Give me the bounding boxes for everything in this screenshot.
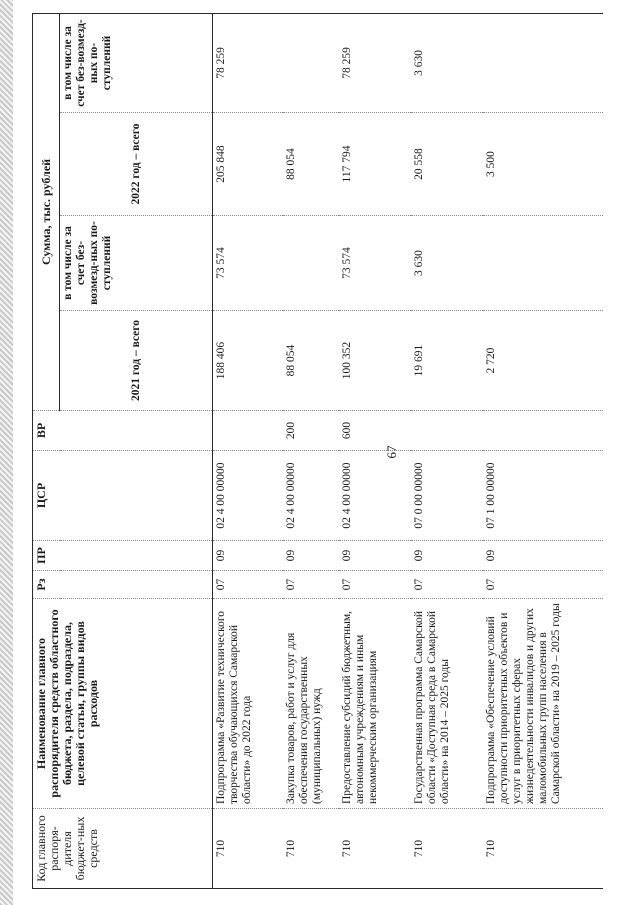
- header-csr: ЦСР: [33, 451, 213, 541]
- cell-2021-nonrepayable: 3 630: [411, 216, 483, 311]
- cell-2021-total: 2 720: [483, 311, 603, 411]
- table-row: [283, 13, 339, 888]
- header-name: Наименование главного распорядителя средств областного бюджета, раздела, подраздела, целевой статьи, группы видов расходов: [33, 599, 213, 809]
- cell-2021-nonrepayable: 73 574: [339, 216, 411, 311]
- cell-code: 710: [339, 809, 411, 889]
- header-vr: ВР: [33, 411, 213, 451]
- cell-2022-nonrepayable: 78 259: [213, 13, 283, 112]
- table-row: [483, 13, 603, 888]
- header-2021-total: 2021 год – всего: [60, 311, 213, 411]
- table-row: [411, 13, 483, 888]
- cell-vr: 200: [283, 411, 339, 451]
- cell-rz: 07: [411, 571, 483, 599]
- cell-vr: [213, 411, 283, 451]
- cell-2022-nonrepayable: 3 630: [411, 13, 483, 112]
- cell-rz: 07: [213, 571, 283, 599]
- cell-name: Закупка товаров, работ и услуг для обеспечения государственных (муниципальных) нужд: [283, 599, 339, 809]
- header-sum-group: Сумма, тыс. рублей: [33, 13, 60, 410]
- cell-code: 710: [411, 809, 483, 889]
- cell-2022-total: 117 794: [339, 113, 411, 216]
- cell-vr: [483, 411, 603, 451]
- cell-pr: 09: [339, 541, 411, 571]
- cell-code: 710: [483, 809, 603, 889]
- cell-code: 710: [283, 809, 339, 889]
- cell-pr: 09: [483, 541, 603, 571]
- cell-2021-total: 19 691: [411, 311, 483, 411]
- rotated-page: [32, 14, 632, 889]
- header-rz: Рз: [33, 571, 213, 599]
- header-admin-code: Код главного распоря-дителя бюджет-ных средств: [33, 809, 213, 889]
- header-pr: ПР: [33, 541, 213, 571]
- cell-2021-nonrepayable: 73 574: [213, 216, 283, 311]
- cell-csr: 07 0 00 00000: [411, 451, 483, 541]
- cell-2022-total: 20 558: [411, 113, 483, 216]
- cell-rz: 07: [339, 571, 411, 599]
- cell-csr: 02 4 00 00000: [283, 451, 339, 541]
- cell-pr: 09: [411, 541, 483, 571]
- cell-csr: 02 4 00 00000: [339, 451, 411, 541]
- table-row: [339, 13, 411, 888]
- budget-table: [32, 13, 603, 889]
- cell-pr: 09: [283, 541, 339, 571]
- cell-name: Государственная программа Самарской области «Доступная среда в Самарской области» на 2014 – 2025 годы: [411, 599, 483, 809]
- cell-csr: 07 1 00 00000: [483, 451, 603, 541]
- cell-vr: 600: [339, 411, 411, 451]
- cell-pr: 09: [213, 541, 283, 571]
- header-2022-total: 2022 год – всего: [60, 113, 213, 216]
- cell-2021-total: 88 054: [283, 311, 339, 411]
- cell-rz: 07: [483, 571, 603, 599]
- scan-edge: [0, 0, 13, 905]
- cell-2021-nonrepayable: [483, 216, 603, 311]
- header-2022-nonrepayable: в том числе за счет без-возмезд-ных по-ступлений: [60, 13, 213, 112]
- cell-name: Подпрограмма «Обеспечение условий доступности приоритетных объектов и услуг в приоритетных сферах жизнедеятельности инвалидов и других маломобильных групп населения в Самарской области» на 2019 – 2025 годы: [483, 599, 603, 809]
- cell-2022-total: 205 848: [213, 113, 283, 216]
- cell-2021-total: 100 352: [339, 311, 411, 411]
- cell-2022-total: 88 054: [283, 113, 339, 216]
- cell-2022-nonrepayable: [483, 13, 603, 112]
- cell-2022-total: 3 500: [483, 113, 603, 216]
- cell-csr: 02 4 00 00000: [213, 451, 283, 541]
- cell-name: Предоставление субсидий бюджетным, автономным учреждениям и иным некоммерческим организациям: [339, 599, 411, 809]
- cell-2022-nonrepayable: 78 259: [339, 13, 411, 112]
- cell-vr: [411, 411, 483, 451]
- table-row: [213, 13, 283, 888]
- cell-2021-nonrepayable: [283, 216, 339, 311]
- cell-2022-nonrepayable: [283, 13, 339, 112]
- cell-name: Подпрограмма «Развитие технического творчества обучающихся Самарской области» до 2022 года: [213, 599, 283, 809]
- page-number: 67: [384, 445, 399, 459]
- header-2021-nonrepayable: в том числе за счет без-возмезд-ных по-ступлений: [60, 216, 213, 311]
- cell-2021-total: 188 406: [213, 311, 283, 411]
- cell-rz: 07: [283, 571, 339, 599]
- cell-code: 710: [213, 809, 283, 889]
